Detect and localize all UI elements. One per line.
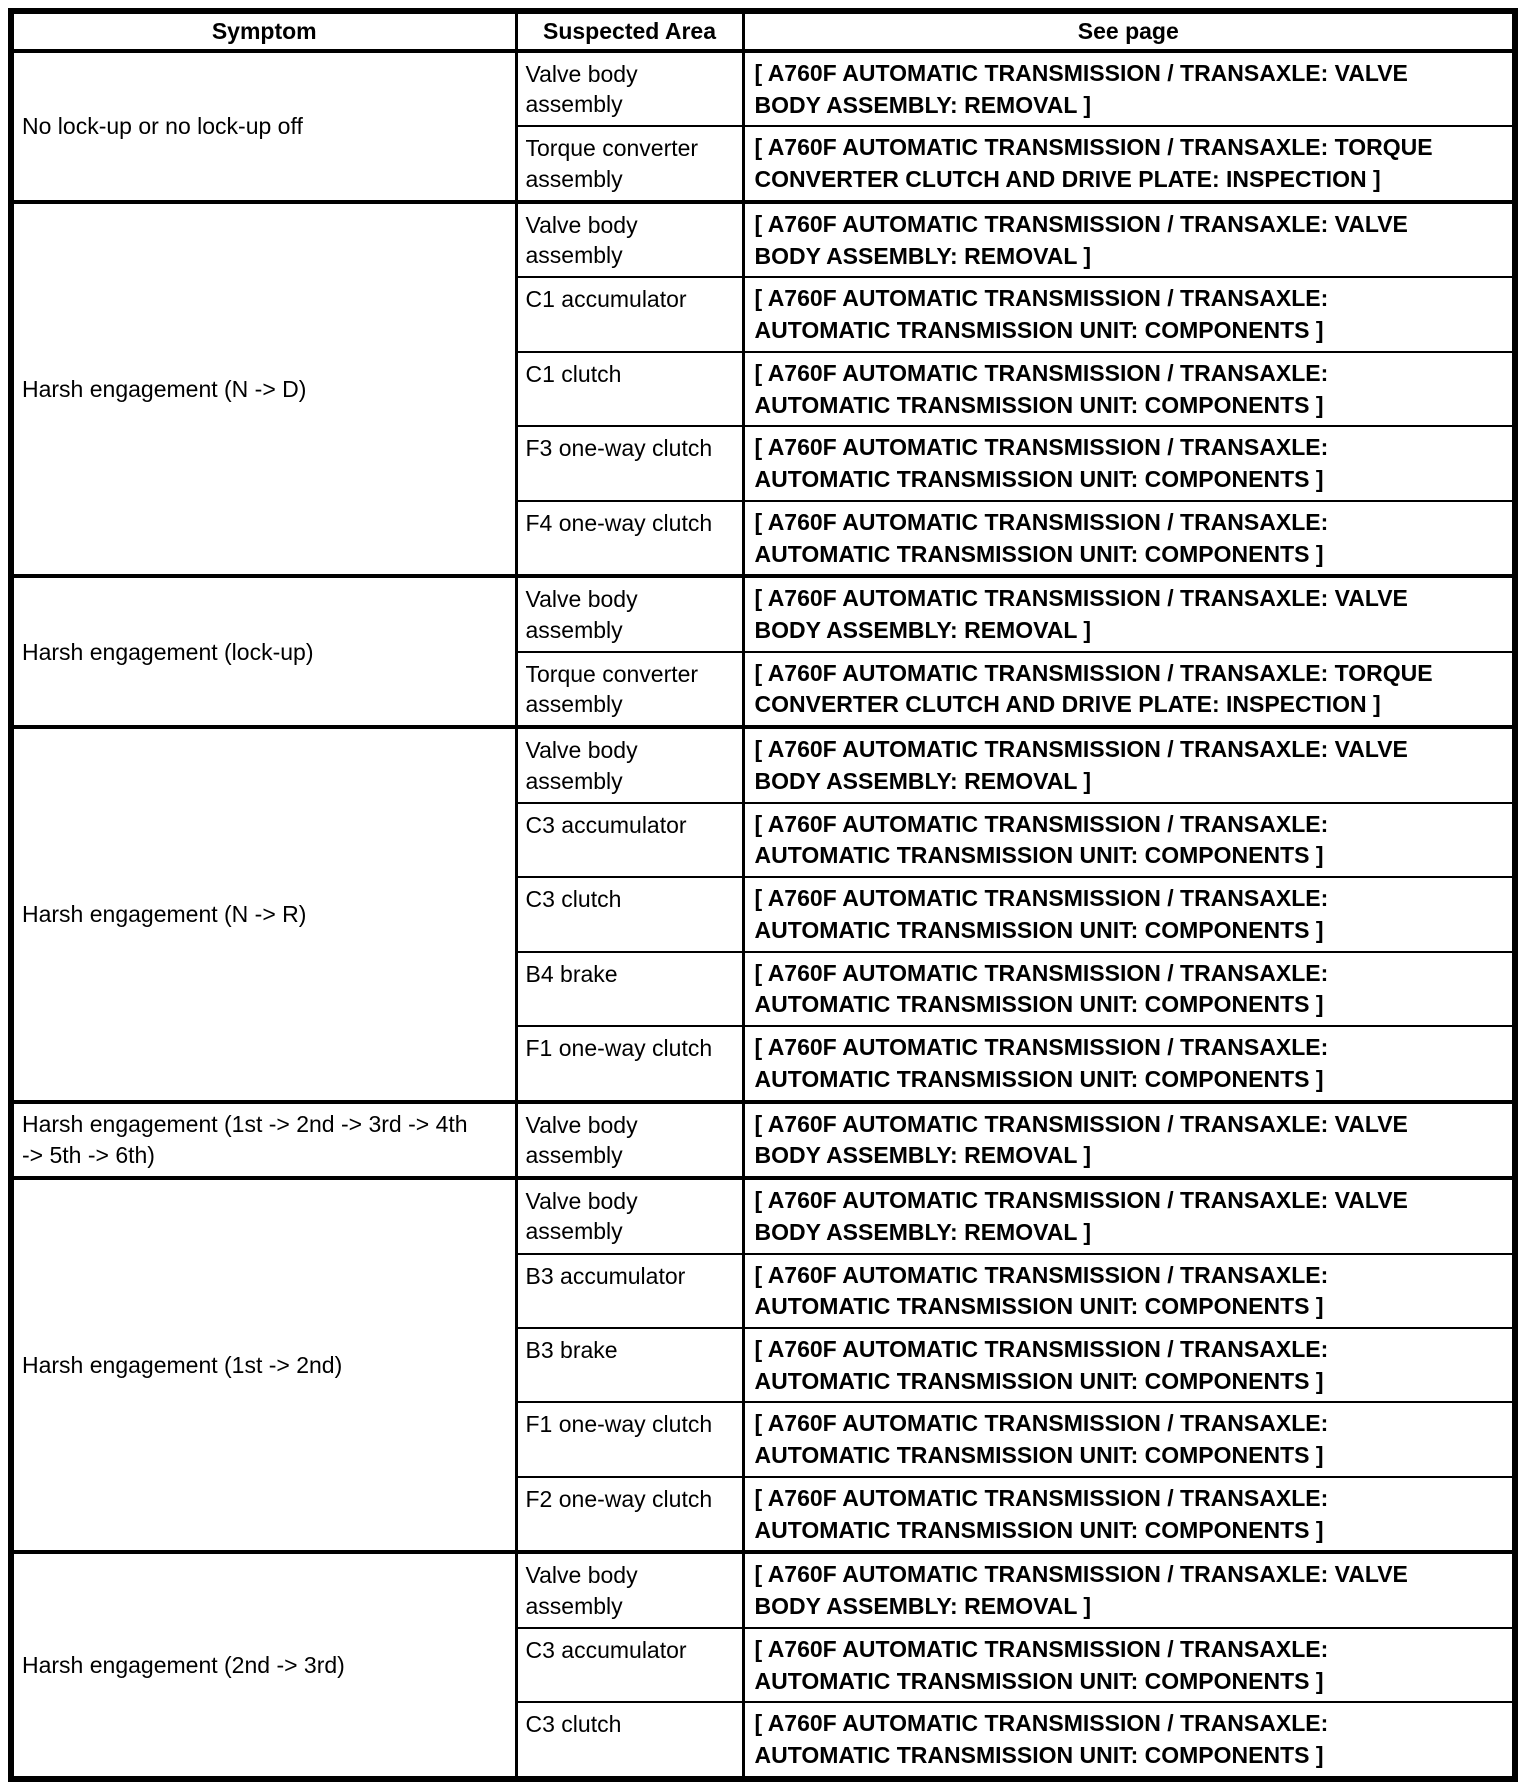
see-page-reference-link[interactable]: [ A760F AUTOMATIC TRANSMISSION / TRANSAXLE: VALVE BODY ASSEMBLY: REMOVAL ]: [754, 1110, 1408, 1169]
suspected-area-cell: Valve body assembly: [516, 1552, 743, 1627]
header-row: [11, 11, 1515, 51]
symptom-cell: Harsh engagement (N -> D): [11, 202, 516, 576]
suspected-area-cell: C1 clutch: [516, 352, 743, 426]
symptom-cell: Harsh engagement (2nd -> 3rd): [11, 1552, 516, 1778]
suspected-area-cell: Valve body assembly: [516, 51, 743, 126]
table-row: [11, 576, 1515, 651]
see-page-reference-link[interactable]: [ A760F AUTOMATIC TRANSMISSION / TRANSAXLE: AUTOMATIC TRANSMISSION UNIT: COMPONENTS ]: [754, 885, 1329, 943]
symptom-cell: Harsh engagement (N -> R): [11, 727, 516, 1101]
suspected-area-cell: B4 brake: [516, 952, 743, 1026]
see-page-cell: [743, 202, 1515, 277]
suspected-area-cell: Torque converter assembly: [516, 652, 743, 727]
table-row: [11, 1102, 1515, 1178]
see-page-cell: [743, 1328, 1515, 1402]
column-header-suspected-area: Suspected Area: [516, 11, 743, 51]
see-page-reference-link[interactable]: [ A760F AUTOMATIC TRANSMISSION / TRANSAXLE: AUTOMATIC TRANSMISSION UNIT: COMPONENTS ]: [754, 1410, 1329, 1469]
suspected-area-cell: C1 accumulator: [516, 277, 743, 351]
see-page-cell: [743, 1702, 1515, 1778]
suspected-area-cell: Valve body assembly: [516, 1102, 743, 1178]
suspected-area-cell: F4 one-way clutch: [516, 501, 743, 576]
see-page-cell: [743, 1477, 1515, 1552]
see-page-reference-link[interactable]: [ A760F AUTOMATIC TRANSMISSION / TRANSAXLE: VALVE BODY ASSEMBLY: REMOVAL ]: [754, 585, 1408, 644]
suspected-area-cell: C3 accumulator: [516, 803, 743, 877]
suspected-area-cell: B3 brake: [516, 1328, 743, 1402]
see-page-cell: [743, 1402, 1515, 1476]
see-page-reference-link[interactable]: [ A760F AUTOMATIC TRANSMISSION / TRANSAXLE: AUTOMATIC TRANSMISSION UNIT: COMPONENTS ]: [754, 508, 1329, 567]
suspected-area-cell: C3 clutch: [516, 1702, 743, 1778]
suspected-area-cell: Torque converter assembly: [516, 126, 743, 201]
see-page-reference-link[interactable]: [ A760F AUTOMATIC TRANSMISSION / TRANSAXLE: VALVE BODY ASSEMBLY: REMOVAL ]: [754, 736, 1408, 794]
see-page-reference-link[interactable]: [ A760F AUTOMATIC TRANSMISSION / TRANSAXLE: AUTOMATIC TRANSMISSION UNIT: COMPONENTS ]: [754, 1710, 1329, 1769]
see-page-reference-link[interactable]: [ A760F AUTOMATIC TRANSMISSION / TRANSAXLE: VALVE BODY ASSEMBLY: REMOVAL ]: [754, 210, 1408, 269]
symptom-cell: Harsh engagement (lock-up): [11, 576, 516, 727]
see-page-reference-link[interactable]: [ A760F AUTOMATIC TRANSMISSION / TRANSAXLE: AUTOMATIC TRANSMISSION UNIT: COMPONENTS ]: [754, 1034, 1329, 1092]
see-page-cell: [743, 1552, 1515, 1627]
table-row: [11, 51, 1515, 126]
suspected-area-cell: C3 accumulator: [516, 1628, 743, 1702]
see-page-reference-link[interactable]: [ A760F AUTOMATIC TRANSMISSION / TRANSAXLE: AUTOMATIC TRANSMISSION UNIT: COMPONENTS ]: [754, 959, 1329, 1018]
see-page-reference-link[interactable]: [ A760F AUTOMATIC TRANSMISSION / TRANSAXLE: AUTOMATIC TRANSMISSION UNIT: COMPONENTS ]: [754, 1484, 1329, 1543]
see-page-cell: [743, 652, 1515, 727]
see-page-reference-link[interactable]: [ A760F AUTOMATIC TRANSMISSION / TRANSAXLE: VALVE BODY ASSEMBLY: REMOVAL ]: [754, 60, 1408, 118]
symptom-cell: Harsh engagement (1st -> 2nd -> 3rd -> 4th -> 5th -> 6th): [11, 1102, 516, 1178]
see-page-cell: [743, 51, 1515, 126]
see-page-reference-link[interactable]: [ A760F AUTOMATIC TRANSMISSION / TRANSAXLE: AUTOMATIC TRANSMISSION UNIT: COMPONENTS ]: [754, 1261, 1329, 1320]
column-header-see-page: See page: [743, 11, 1515, 51]
column-header-symptom: Symptom: [11, 11, 516, 51]
suspected-area-cell: B3 accumulator: [516, 1254, 743, 1328]
see-page-reference-link[interactable]: [ A760F AUTOMATIC TRANSMISSION / TRANSAXLE: TORQUE CONVERTER CLUTCH AND DRIVE PLATE: INSPECTION ]: [754, 659, 1433, 718]
symptom-troubleshooting-table: [8, 8, 1518, 1782]
see-page-cell: [743, 727, 1515, 802]
see-page-cell: [743, 277, 1515, 351]
see-page-reference-link[interactable]: [ A760F AUTOMATIC TRANSMISSION / TRANSAXLE: VALVE BODY ASSEMBLY: REMOVAL ]: [754, 1561, 1408, 1620]
see-page-cell: [743, 501, 1515, 576]
see-page-reference-link[interactable]: [ A760F AUTOMATIC TRANSMISSION / TRANSAXLE: AUTOMATIC TRANSMISSION UNIT: COMPONENTS ]: [754, 1335, 1329, 1394]
see-page-cell: [743, 803, 1515, 877]
suspected-area-cell: F2 one-way clutch: [516, 1477, 743, 1552]
suspected-area-cell: F1 one-way clutch: [516, 1402, 743, 1476]
suspected-area-cell: Valve body assembly: [516, 727, 743, 802]
see-page-cell: [743, 877, 1515, 951]
suspected-area-cell: Valve body assembly: [516, 202, 743, 277]
see-page-cell: [743, 1178, 1515, 1253]
suspected-area-cell: Valve body assembly: [516, 576, 743, 651]
see-page-cell: [743, 1628, 1515, 1702]
suspected-area-cell: F1 one-way clutch: [516, 1026, 743, 1101]
see-page-reference-link[interactable]: [ A760F AUTOMATIC TRANSMISSION / TRANSAXLE: TORQUE CONVERTER CLUTCH AND DRIVE PLATE: INSPECTION ]: [754, 134, 1433, 193]
symptom-cell: No lock-up or no lock-up off: [11, 51, 516, 202]
see-page-cell: [743, 352, 1515, 426]
see-page-cell: [743, 1254, 1515, 1328]
suspected-area-cell: F3 one-way clutch: [516, 426, 743, 500]
table-row: [11, 202, 1515, 277]
see-page-reference-link[interactable]: [ A760F AUTOMATIC TRANSMISSION / TRANSAXLE: AUTOMATIC TRANSMISSION UNIT: COMPONENTS ]: [754, 285, 1329, 344]
table-row: [11, 1178, 1515, 1253]
suspected-area-cell: C3 clutch: [516, 877, 743, 951]
see-page-cell: [743, 1102, 1515, 1178]
see-page-reference-link[interactable]: [ A760F AUTOMATIC TRANSMISSION / TRANSAXLE: AUTOMATIC TRANSMISSION UNIT: COMPONENTS ]: [754, 1635, 1329, 1694]
see-page-reference-link[interactable]: [ A760F AUTOMATIC TRANSMISSION / TRANSAXLE: VALVE BODY ASSEMBLY: REMOVAL ]: [754, 1187, 1408, 1245]
see-page-reference-link[interactable]: [ A760F AUTOMATIC TRANSMISSION / TRANSAXLE: AUTOMATIC TRANSMISSION UNIT: COMPONENTS ]: [754, 434, 1329, 493]
symptom-cell: Harsh engagement (1st -> 2nd): [11, 1178, 516, 1552]
table-row: [11, 727, 1515, 802]
see-page-reference-link[interactable]: [ A760F AUTOMATIC TRANSMISSION / TRANSAXLE: AUTOMATIC TRANSMISSION UNIT: COMPONENTS ]: [754, 359, 1329, 418]
see-page-cell: [743, 426, 1515, 500]
see-page-reference-link[interactable]: [ A760F AUTOMATIC TRANSMISSION / TRANSAXLE: AUTOMATIC TRANSMISSION UNIT: COMPONENTS ]: [754, 810, 1329, 869]
suspected-area-cell: Valve body assembly: [516, 1178, 743, 1253]
see-page-cell: [743, 576, 1515, 651]
see-page-cell: [743, 126, 1515, 201]
see-page-cell: [743, 1026, 1515, 1101]
table-row: [11, 1552, 1515, 1627]
see-page-cell: [743, 952, 1515, 1026]
